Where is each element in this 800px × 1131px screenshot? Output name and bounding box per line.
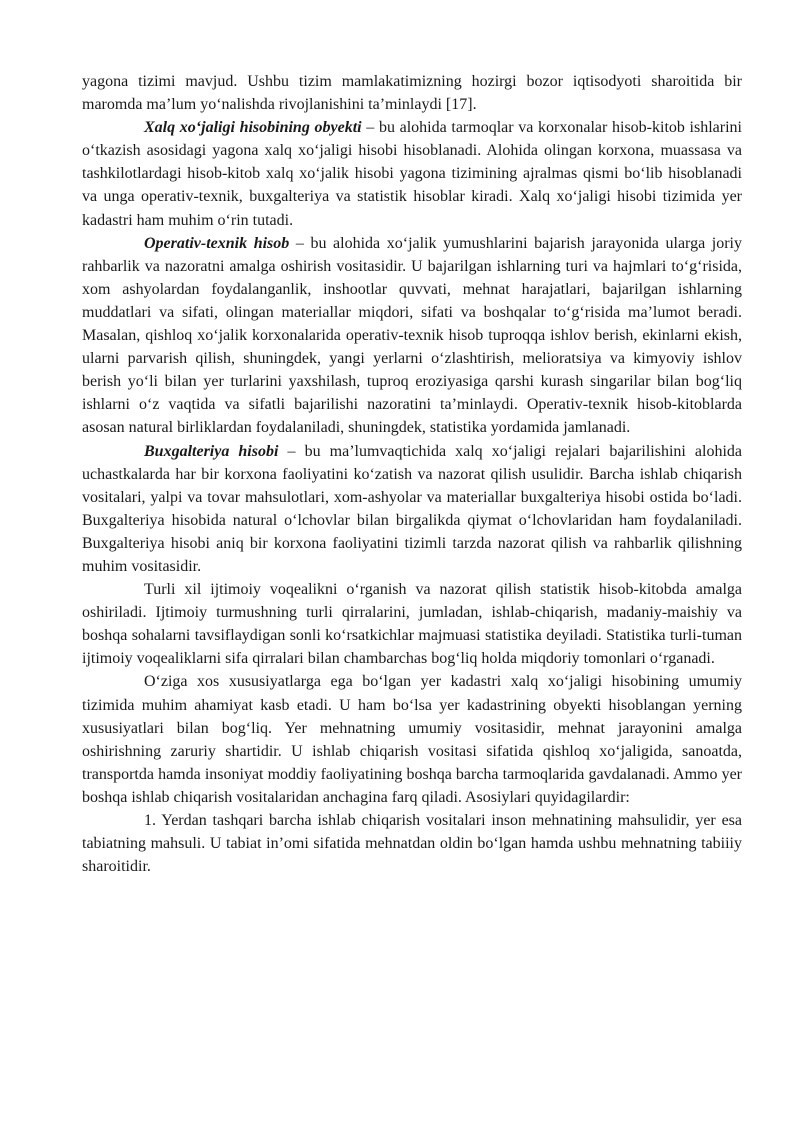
paragraph-buxgalteriya-hisobi — [82, 440, 742, 579]
paragraph-yer-kadastri — [82, 670, 742, 809]
document-page — [82, 70, 742, 878]
paragraph-term: Operativ-texnik hisob — [144, 234, 290, 252]
paragraph-operativ-texnik-hisob — [82, 232, 742, 440]
paragraph-term: Buxgalteriya hisobi — [144, 442, 279, 460]
paragraph-text: – bu ma’lumvaqtichida xalq xo‘jaligi rejalari bajarilishini alohida uchastkalarda har bir korxona faoliyatini ko‘zatish va nazorat qilish usulidir. Barcha ishlab chiqarish vositalari, yalpi va tovar mahsulotlari, xom-ashyolar va materiallar buxgalteriya hisobi ostida bo‘ladi. Buxgalteriya hisobida natural o‘lchovlar bilan birgalikda qiymat o‘lchovlaridan ham foydalaniladi. Buxgalteriya hisobi aniq bir korxona faoliyatini tizimli tarzda nazorat qilish va rahbarlik qilishning muhim vositasidir. — [82, 442, 743, 575]
paragraph-term: Xalq xo‘jaligi hisobining obyekti — [144, 119, 362, 137]
paragraph-text: yagona tizimi mavjud. Ushbu tizim mamlakatimizning hozirgi bozor iqtisodyoti sharoitida bir maromda ma’lum yo‘nalishda rivojlanishini ta’minlaydi [17]. — [82, 73, 742, 114]
paragraph-xalq-xojaligi-obyekti — [82, 116, 742, 231]
paragraph-text: 1. Yerdan tashqari barcha ishlab chiqarish vositalari inson mehnatining mahsulidir, yer esa tabiatning mahsuli. U tabiat in’omi sifatida mehnatdan oldin bo‘lgan hamda ushbu mehnatning tabiiiy sharoitidir. — [82, 812, 742, 876]
paragraph-continuation — [82, 70, 742, 116]
paragraph-text: – bu alohida tarmoqlar va korxonalar hisob-kitob ishlarini o‘tkazish asosidagi yagona xalq xo‘jaligi hisobi hisoblanadi. Alohida olingan korxona, muassasa va tashkilotlardagi hisob-kitob xalq xo‘jalik hisobi yagona tizimining ajralmas qismi bo‘lib hisoblanadi va unga operativ-texnik, buxgalteriya va statistik hisoblar kiradi. Xalq xo‘jaligi hisobi tizimida yer kadastri ham muhim o‘rin tutadi. — [82, 119, 742, 229]
paragraph-text: Turli xil ijtimoiy voqealikni o‘rganish va nazorat qilish statistik hisob-kitobda amalga oshiriladi. Ijtimoiy turmushning turli qirralarini, jumladan, ishlab-chiqarish, madaniy-maishiy va boshqa sohalarni tavsiflaydigan sonli ko‘rsatkichlar majmuasi statistika deyiladi. Statistika turli-tuman ijtimoiy voqealiklarni sifa qirralari bilan chambarchas bog‘liq holda miqdoriy tomonlari o‘rganadi. — [82, 581, 742, 668]
paragraph-list-item-1 — [82, 809, 742, 878]
paragraph-text: O‘ziga xos xususiyatlarga ega bo‘lgan yer kadastri xalq xo‘jaligi hisobining umumiy tizimida muhim ahamiyat kasb etadi. U ham bo‘lsa yer kadastrining obyekti hisoblangan yerning xususiyatlari bilan bog‘liq. Yer mehnatning umumiy vositasidir, mehnat jarayonini amalga oshirishning zaruriy shartidir. U ishlab chiqarish vositasi sifatida qishloq xo‘jaligida, sanoatda, transportda hamda insoniyat moddiy faoliyatining boshqa barcha tarmoqlarida gavdalanadi. Ammo yer boshqa ishlab chiqarish vositalaridan anchagina farq qiladi. Asosiylari quyidagilardir: — [82, 673, 742, 806]
paragraph-statistik-hisob — [82, 578, 742, 670]
paragraph-text: – bu alohida xo‘jalik yumushlarini bajarish jarayonida ularga joriy rahbarlik va nazoratni amalga oshirish vositasidir. U bajarilgan ishlarning turi va hajmlari to‘g‘risida, xom ashyolardan foydalanganlik, inshootlar quvvati, mehnat harajatlari, bajarilgan ishlarning muddatlari va sifati, olingan materiallar miqdori, sifati va boshqalar to‘g‘risida ma’lumot beradi. Masalan, qishloq xo‘jalik korxonalarida operativ-texnik hisob tuproqqa ishlov berish, ekinlarni ekish, ularni parvarish qilish, shuningdek, yangi yerlarni o‘zlashtirish, melioratsiya va kimyoviy ishlov berish yo‘li bilan yer turlarini yaxshilash, tuproq eroziyasiga qarshi kurash singarilar bilan bog‘liq ishlarni o‘z vaqtida va sifatli bajarilishi nazoratini ta’minlaydi. Operativ-texnik hisob-kitoblarda asosan natural birliklardan foydalaniladi, shuningdek, statistika yordamida jamlanadi. — [82, 234, 742, 437]
